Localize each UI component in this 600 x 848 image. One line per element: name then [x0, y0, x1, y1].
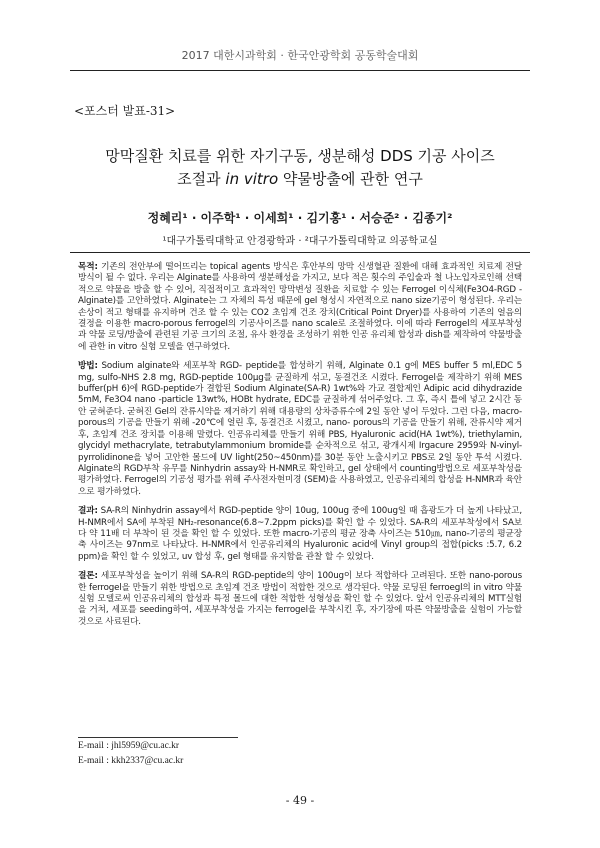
section-text: 기존의 전안부에 떨어뜨리는 topical agents 방식은 후안부의 망막 신생혈관 질환에 대해 효과적인 치료제 전달 방식이 될 수 없다. 우리는 Alginate를 사용하여 생분해성을 가지고, 보다 적은 횟수의 주입술과 철 나노입자로인해 선택적으로 약물을 방출 할 수 있어, 직접적이고 효과적인 망막변성 질환을 치료할 수 있는 Ferrogel 이식체(Fe3O4-RGD - Alginate)를 고안하였다. Alginate는 그 자체의 특성 때문에 gel 형성시 자연적으로 nano size기공이 형성된다. 우리는 손상이 적고 형태를 유지하며 건조 할 수 있는 CO2 초임계 건조 장치(Critical Point Dryer)를 사용하여 기존의 얼음의 결정을 이용한 macro-porous ferrogel의 기공사이즈를 nano scale로 조절하였다. 이에 따라 Ferrogel의 세포부착성과 약물 로딩/방출에 관련된 기공 크기의 조절, 유사 환경을 조성하기 위한 인공 유리체 합성과 dish를 제작하여 약물방출에 관한 in vitro 실험 모델을 연구하였다. — [78, 262, 522, 352]
section-text: SA-R의 Ninhydrin assay에서 RGD-peptide 양이 10ug, 100ug 중에 100ug일 때 흡광도가 더 높게 나타났고, H-NMR에서 SA에 부착된 NH₂-resonance(6.8~7.2ppm picks)를 확인 할 수 있었다. SA-R의 세포부착성에서 SA보다 약 11배 더 부착이 된 것을 확인 할 수 있었다. 또한 macro-기공의 평균 장축 사이즈는 510㎛, nano-기공의 평균장축 사이즈는 97nm로 나타났다. H-NMR에서 인공유리체의 Hyaluronic acid에 Vinyl group의 접합(picks :5.7, 6.2 ppm)을 확인 할 수 있었고, uv 합성 후, gel 형태를 유지함을 관찰 할 수 있었다. — [78, 506, 522, 562]
section-text: 세포부착성을 높이기 위해 SA-R의 RGD-peptide의 양이 100ug이 보다 적합하다 고려된다. 또한 nano-porous한 ferrogel을 만들기 위한 방법으로 초임계 건조 방법이 적합한 것으로 생각된다. 약물 로딩된 ferroegl의 in vitro 약물실험 모델로써 인공유리체의 합성과 특정 몰드에 대한 적합한 성형성을 확인 할 수 있었다. 앞서 인공유리체의 MTT실험을 거쳐, 세포를 seeding하여, 세포부착성을 가지는 ferrogel을 부착시킨 후, 자기장에 따른 약물방출을 실험이 가능할 것으로 사료된다. — [78, 571, 522, 627]
email-1: E-mail : jhl5959@cu.ac.kr — [78, 741, 180, 751]
conference-header: 2017 대한시과학회 · 한국안광학회 공동학술대회 — [181, 49, 419, 62]
section-text: Sodium alginate와 세포부착 RGD- peptide를 합성하기 위해, Alginate 0.1 g에 MES buffer 5 ml,EDC 5 mg, sulfo-NHS 2.8 mg, RGD-peptide 100μg를 균질하게 섞고, 동결건조 시켰다. Ferrogel을 제작하기 위해 MES buffer(pH 6)에 RGD-peptide가 결합된 Sodium Alginate(SA-R) 1wt%와 가교 결합제인 Adipic acid dihydrazide 5mM, Fe3O4 nano -particle 13wt%, HOBt hydrate, EDC를 균질하게 섞어주었다. 그 후, 즉시 틀에 넣고 2시간 동안 굳혀준다. 굳혀진 Gel의 잔류시약을 제거하기 위해 대용량의 상차증류수에 2일 동안 넣어 두었다. 그런 다음, macro-porous의 기공을 만들기 위해 -20℃에 얼린 후, 동결건조 시켰고, nano- porous의 기공을 만들기 위해, 잔류시약 제거 후, 초임계 건조 장치를 이용해 말렸다. 인공유리체를 만들기 위해 PBS, Hyaluronic acid(HA 1wt%), triethylamin, glycidyl methacrylate, tetrabutylammonium bromide를 순차적으로 섞고, 광개시제 Irgacure 2959와 N-vinyl-pyrrolidinone을 넣어 고안한 몰드에 UV light(250~450nm)를 30분 동안 노출시키고 PBS로 2일 동안 투석 시켰다. Alginate의 RGD부착 유무를 Ninhydrin assay와 H-NMR로 확인하고, gel 상태에서 counting방법으로 세포부착성을 평가하였다. Ferrogel의 기공성 평가를 위해 주사전자현미경 (SEM)을 사용하였고, 인공유리체의 합성을 H-NMR과 육안으로 평가하였다. — [78, 361, 523, 497]
section-conclusion — [78, 571, 522, 628]
title-line-2-em: in vitro — [225, 170, 279, 188]
section-methods — [78, 361, 522, 498]
poster-label: <포스터 발표-31> — [74, 104, 176, 118]
authors: 정혜리¹ · 이주학¹ · 이세희¹ · 김기홍¹ · 서승준² · 김종기² — [147, 211, 453, 225]
section-label: 방법: — [78, 361, 98, 372]
title-line-2-post: 약물방출에 관한 연구 — [278, 170, 423, 188]
title-line-2-pre: 조절과 — [177, 170, 226, 188]
affiliation-rule — [70, 252, 530, 253]
title-line-2 — [60, 168, 540, 191]
footnote-rule — [78, 737, 238, 738]
abstract-body — [78, 262, 522, 636]
section-label: 결과: — [78, 506, 98, 517]
email-2: E-mail : kkh2337@cu.ac.kr — [78, 756, 184, 766]
title-line-1: 망막질환 치료를 위한 자기구동, 생분해성 DDS 기공 사이즈 — [105, 147, 495, 165]
affiliations: ¹대구가톨릭대학교 안경광학과 · ²대구가톨릭대학교 의공학교실 — [162, 236, 438, 247]
section-label: 목적: — [78, 262, 98, 272]
section-results — [78, 506, 522, 563]
page-number: - 49 - — [285, 794, 315, 807]
section-purpose — [78, 262, 522, 353]
paper-title — [60, 145, 540, 191]
section-label: 결론: — [78, 571, 98, 582]
header-rule — [70, 70, 530, 71]
